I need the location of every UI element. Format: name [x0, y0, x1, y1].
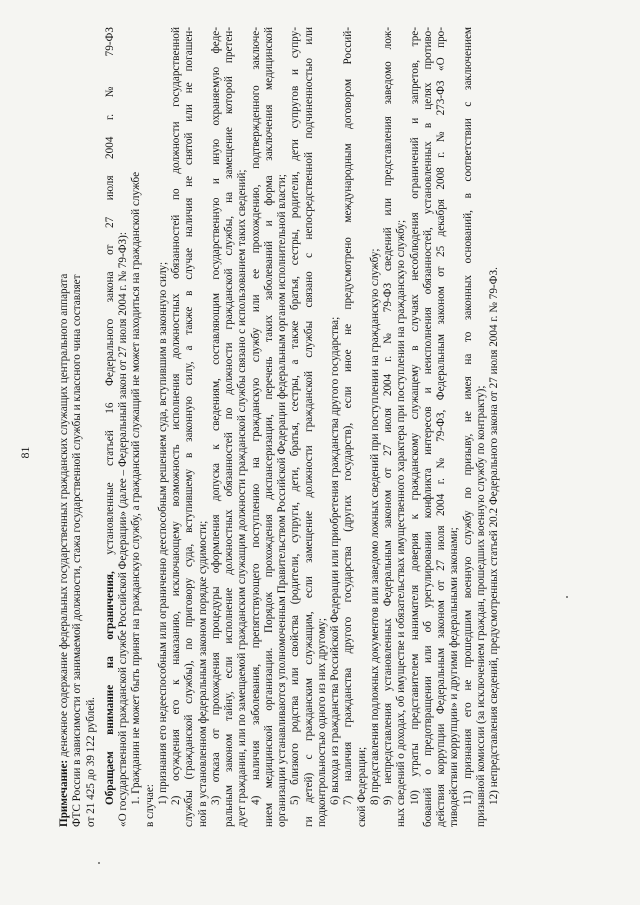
note-line — [85, 27, 98, 827]
note-paragraph — [58, 27, 98, 827]
section-line — [342, 27, 355, 827]
section-line-text: ральным законом тайну, если исполнение должностных обязанностей по должности гражданской службы, на замещение которой претен- — [223, 27, 235, 827]
note-line — [71, 27, 84, 827]
section-line — [144, 27, 157, 827]
section-line-text: 6) выхода из гражданства Российской Федерации или приобретения гражданства другого государства; — [329, 316, 341, 805]
section-line-text: установленные статьей 16 Федерального закона от 27 июля 2004 г. № 79-ФЗ — [103, 27, 116, 572]
section-line-text: бований о предотвращении или об урегулировании конфликта интересов и неисполнения обязанностей, установленных в целях противо- — [421, 27, 434, 827]
section-line-text: 11) признания его не прошедшим военную службу по призыву, не имея на то законных оснований, в соответствии с заключением — [461, 27, 474, 805]
section-line — [448, 27, 461, 827]
section-line — [382, 27, 395, 827]
restrictions-section — [104, 27, 502, 827]
section-line-text: ной в установленном федеральным законом порядке судимости; — [196, 520, 209, 827]
section-line-text: 2) осуждения его к наказанию, исключающему возможность исполнения должностных обязанностей по должности государственной — [170, 27, 182, 805]
section-line-text: подконтрольностью одного из них другому; — [315, 618, 328, 827]
section-line — [395, 27, 408, 827]
page-number: 81 — [18, 446, 32, 459]
section-line-text: 7) наличия гражданства другого государства (других государств), если иное не предусмотрено международным договором Россий- — [342, 27, 355, 805]
section-line-text: «О государственной гражданской службе Российской Федерации» (далее – Федеральный закон от 27 июля 2004 г. № 79-ФЗ): — [117, 232, 129, 827]
section-line — [409, 27, 422, 827]
section-line-text: нием медицинской организации. Порядок прохождения диспансеризации, перечень таких заболеваний и форма заключения медицинской — [262, 27, 275, 827]
section-line — [104, 27, 117, 827]
section-line — [462, 27, 475, 827]
section-line — [422, 27, 435, 827]
note-bold-lead: Примечание: — [58, 759, 70, 827]
text-block — [58, 27, 501, 827]
section-line-text: 1) признания его недееспособным или ограниченно дееспособным решением суда, вступившим в законную силу; — [156, 261, 169, 805]
section-line — [488, 27, 501, 827]
section-line — [117, 27, 130, 827]
section-line — [289, 27, 302, 827]
section-line — [276, 27, 289, 827]
section-line-text: ных сведений о доходах, об имуществе и обязательствах имущественного характера при поступлении на гражданскую службу; — [395, 219, 408, 827]
section-line — [303, 27, 316, 827]
note-line-text: от 21 425 до 39 122 рублей. — [84, 697, 97, 827]
section-line-text: ги детей) с гражданским служащим, если замещение должности гражданской службы связано с непосредственной подчиненностью или — [302, 27, 315, 827]
section-line-text: 3) отказа от прохождения процедуры оформления допуска к сведениям, составляющим государственную и иную охраняемую феде- — [209, 27, 222, 805]
scan-speck — [566, 596, 568, 598]
section-line-text: 10) утраты представителем нанимателя доверия к гражданскому служащему в случаях несоблюдения ограничений и запретов, тре- — [408, 27, 421, 805]
note-line-text: ФТС России в зависимости от занимаемой должности, стажа государственной службы и классного чина составляет — [71, 274, 84, 827]
section-line-text: призывной комиссии (за исключением граждан, прошедших военную службу по контракту); — [474, 385, 487, 827]
section-line-text: ской Федерации; — [355, 746, 368, 827]
section-line-text: организации устанавливаются уполномоченным Правительством Российской Федерации федеральным органом исполнительной власти; — [276, 174, 288, 827]
section-line-text: 4) наличия заболевания, препятствующего поступлению на гражданскую службу или ее прохождению, подтвержденного заключе- — [249, 27, 262, 805]
section-line — [263, 27, 276, 827]
section-line — [210, 27, 223, 827]
section-line — [157, 27, 170, 827]
section-line — [130, 27, 143, 827]
section-line — [316, 27, 329, 827]
section-line — [223, 27, 236, 827]
section-line-text: 12) непредставления сведений, предусмотренных статьей 20.2 Федерального закона от 27 июля 2004 г. № 79-ФЗ. — [488, 267, 500, 805]
section-line-text: 1. Гражданин не может быть принят на гражданскую службу, а гражданский служащий не может находиться на гражданской службе — [130, 171, 143, 805]
section-line — [183, 27, 196, 827]
section-line-text: 8) представления подложных документов или заведомо ложных сведений при поступлении на гражданскую службу; — [368, 248, 381, 805]
section-line — [356, 27, 369, 827]
section-bold-lead: Обращаем внимание на ограничения, — [103, 571, 116, 805]
scan-speck — [98, 862, 100, 864]
note-line — [58, 27, 71, 827]
section-line — [170, 27, 183, 827]
section-line-text: 9) непредставления установленных Федеральным законом от 27 июля 2004 г. № 79-ФЗ сведений или представления заведомо лож- — [382, 27, 394, 805]
section-line-text: дует гражданин, или по замещаемой гражданским служащим должности гражданской службы связано с использованием таких сведений; — [236, 169, 249, 827]
section-line-text: службы (гражданской службы), по приговору суда, вступившему в законную силу, а также в случае наличия не снятой или не погашен- — [183, 27, 196, 827]
note-line-text: денежное содержание федеральных государственных гражданских служащих центрального аппарата — [58, 273, 70, 760]
section-line — [475, 27, 488, 827]
section-line — [435, 27, 448, 827]
section-line-text: тиводействии коррупции» и другими федеральными законами; — [448, 527, 461, 827]
section-line-text: в случае: — [143, 784, 156, 827]
section-line-text: действия коррупции Федеральным законом от 27 июля 2004 г. № 79-ФЗ, Федеральным законом от 25 декабря 2008 г. № 273-ФЗ «О про- — [435, 27, 447, 827]
section-line — [236, 27, 249, 827]
section-line — [197, 27, 210, 827]
section-line-text: 5) близкого родства или свойства (родители, супруги, дети, братья, сестры, а также братья, сестры, родители, дети супругов и супру- — [289, 27, 302, 805]
section-line — [329, 27, 342, 827]
section-line — [369, 27, 382, 827]
section-line — [250, 27, 263, 827]
